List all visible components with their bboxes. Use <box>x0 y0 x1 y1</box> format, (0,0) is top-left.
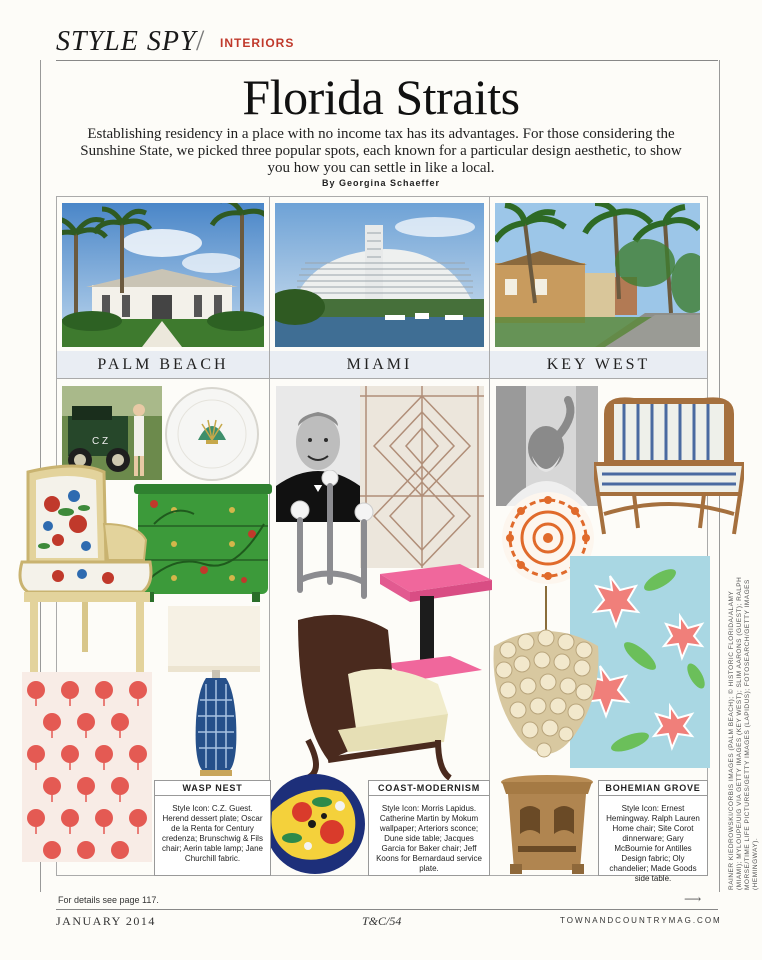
magazine-section-brand: STYLE SPY <box>56 26 197 57</box>
bottom-rule <box>56 909 718 910</box>
city-label-key-west: KEY WEST <box>490 351 707 378</box>
grid-divider <box>57 378 707 379</box>
caption-coast-modernism <box>368 780 490 876</box>
hemingway-portrait <box>496 386 598 506</box>
article-dek: Establishing residency in a place with no income tax has its advantages. For those considering the Sunshine State, we picked three popular spots, each known for a particular design aesthetic, to show you how you can settle in like a local. <box>80 126 682 176</box>
jane-churchill-fabric <box>22 672 152 862</box>
issue-date: JANUARY 2014 <box>56 914 156 928</box>
caption-title: COAST-MODERNISM <box>369 781 489 796</box>
city-label-palm-beach: PALM BEACH <box>57 351 269 378</box>
baker-wing-chair <box>288 610 454 780</box>
miami-photo <box>275 203 484 347</box>
rattan-lounge-chair <box>594 394 744 544</box>
aerin-table-lamp <box>186 670 246 778</box>
caption-title: BOHEMIAN GROVE <box>599 781 707 796</box>
article-title: Florida Straits <box>242 69 520 125</box>
continue-arrow-icon: ⟶ <box>684 892 702 906</box>
svg-text:C Z: C Z <box>92 436 109 447</box>
city-label-miami: MIAMI <box>270 351 489 378</box>
caption-title: WASP NEST <box>155 781 270 796</box>
caption-body: Style Icon: Morris Lapidus. Catherine Martin by Mokum wallpaper; Arteriors sconce; Dune side table; Jacques Garcia for Baker chair; Jeff Koons for Bernardaud service plate. <box>376 804 482 873</box>
website-url: TOWNANDCOUNTRYMAG.COM <box>560 916 722 925</box>
oly-capiz-chandelier <box>484 586 608 772</box>
arteriors-sconce <box>280 470 376 606</box>
jeff-koons-service-plate <box>262 772 368 876</box>
caption-body: Style Icon: C.Z. Guest. Herend dessert plate; Oscar de la Renta for Century credenza; Brunschwig & Fils chair; Aerin table lamp; Jane Churchill fabric. <box>162 804 263 863</box>
palm-beach-photo <box>62 203 264 347</box>
page-folio: T&C/54 <box>362 914 402 928</box>
mokum-wallpaper <box>360 386 484 568</box>
photo-credits: RAINER KIEDROWSKI/CORBIS IMAGES (PALM BEACH); © HISTORIC FLORIDA/ALAMY (MIAMI); MYLOUPE/UIG VIA GETTY IMAGES (KEY WEST); SLIM AARONS (GUEST); RALPH MORSE/TIME LIFE PICTURES/GETTY IMAGES (LAPIDUS); FOTOSEARCH/GETTY IMAGES (HEMINGWAY). <box>728 576 759 890</box>
made-goods-side-table <box>496 774 598 874</box>
article-byline: By Georgina Schaeffer <box>321 178 441 188</box>
caption-bohemian-grove <box>598 780 708 883</box>
herend-dessert-plate <box>162 386 262 482</box>
key-west-photo <box>495 203 700 347</box>
table-lamp-shade <box>168 606 260 678</box>
grid-divider <box>489 197 490 875</box>
caption-wasp-nest <box>154 780 271 876</box>
caption-body: Style Icon: Ernest Hemingway. Ralph Lauren Home chair; Site Corot dinnerware; Gary McBournie for Antilles Design fabric; Oly chandelier; Made Goods side table. <box>606 804 700 883</box>
section-label: INTERIORS <box>220 36 295 50</box>
header-slash: / <box>196 24 205 57</box>
louis-xvi-armchair <box>8 464 158 674</box>
details-note: For details see page 117. <box>58 895 159 905</box>
